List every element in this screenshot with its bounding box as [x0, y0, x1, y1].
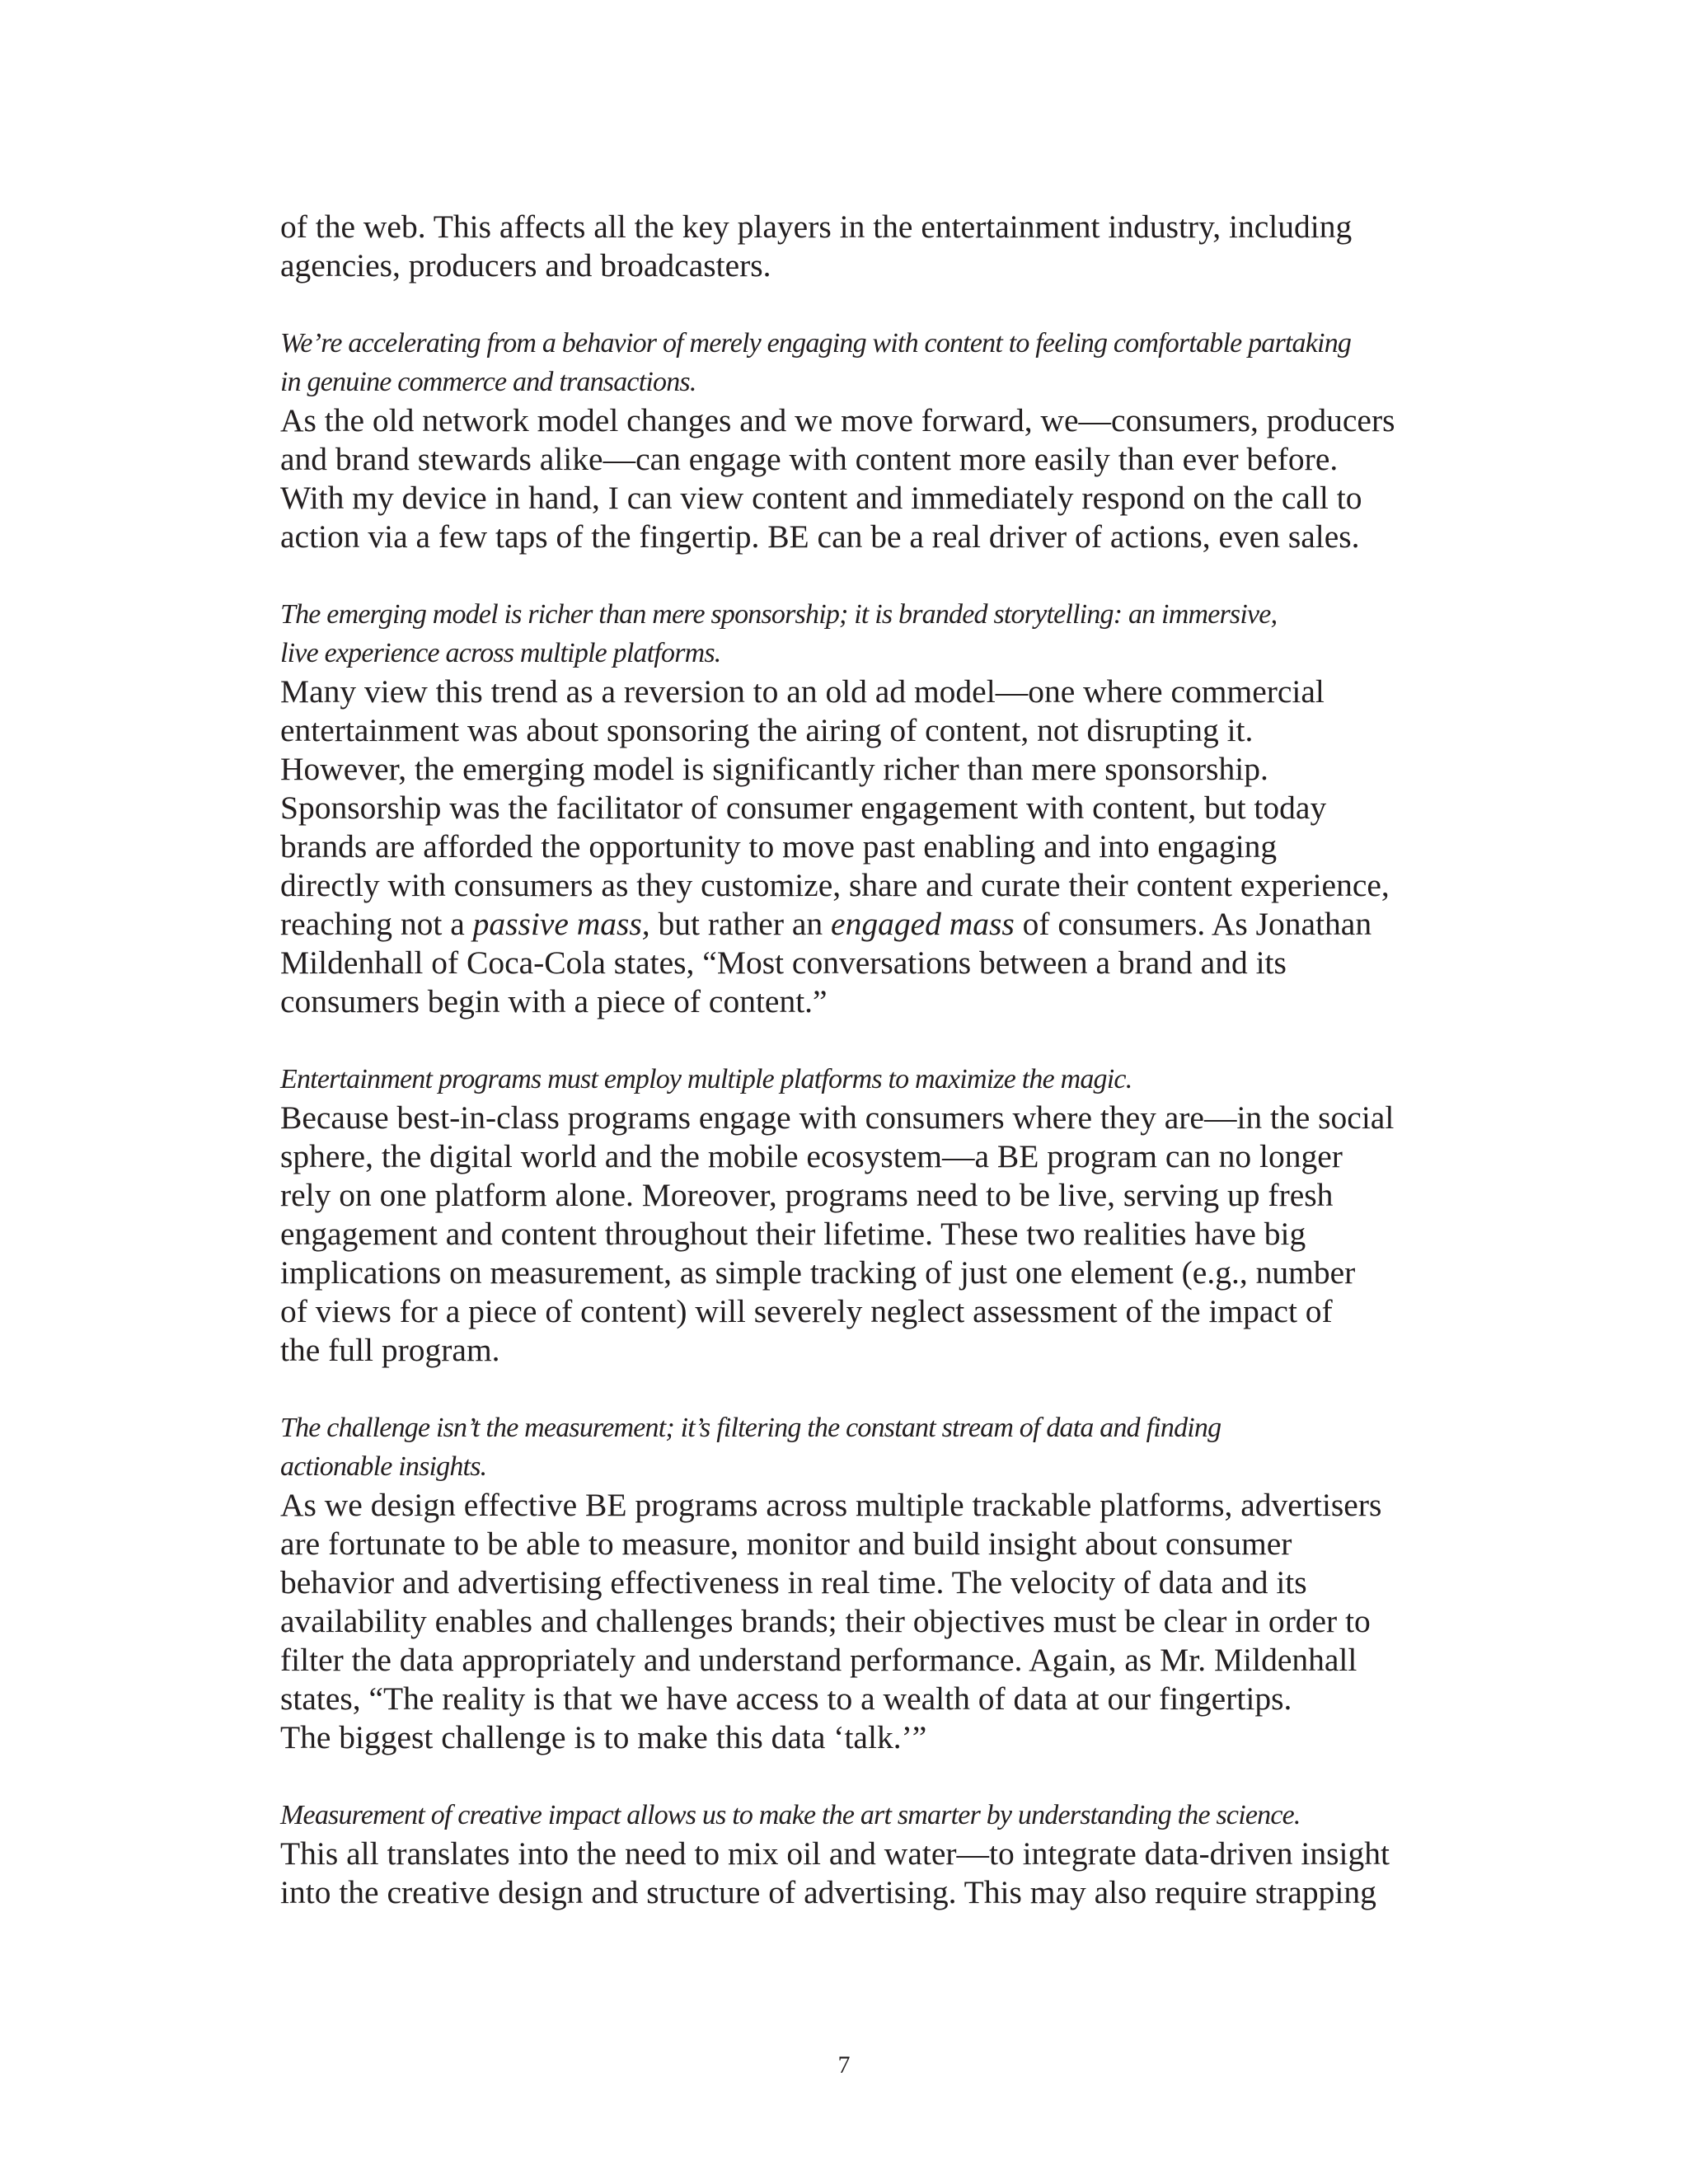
- heading-line: live experience across multiple platforms.: [280, 638, 721, 668]
- emphasis-engaged-mass: engaged mass: [831, 906, 1015, 942]
- heading-line: We’re accelerating from a behavior of merely engaging with content to feeling comfortable partaking: [280, 328, 1352, 359]
- heading-line: Entertainment programs must employ multiple platforms to maximize the magic.: [280, 1064, 1132, 1094]
- section-body-platforms: [280, 1099, 1414, 1370]
- text-line: Sponsorship was the facilitator of consumer engagement with content, but today: [280, 790, 1327, 826]
- text-line: the full program.: [280, 1332, 500, 1368]
- text-line: behavior and advertising effectiveness in real time. The velocity of data and its: [280, 1564, 1307, 1601]
- section-heading-storytelling: [280, 595, 1414, 673]
- section-body-commerce: [280, 401, 1414, 556]
- text-line: consumers begin with a piece of content.”: [280, 983, 828, 1019]
- section-heading-science: [280, 1796, 1414, 1835]
- paragraph-spacer: [280, 1370, 1414, 1408]
- text-line: entertainment was about sponsoring the airing of content, not disrupting it.: [280, 712, 1254, 748]
- text-line: Because best-in-class programs engage with consumers where they are—in the social: [280, 1099, 1395, 1136]
- heading-line: actionable insights.: [280, 1451, 487, 1482]
- text-line: availability enables and challenges brands; their objectives must be clear in order to: [280, 1603, 1371, 1639]
- heading-line: The emerging model is richer than mere sponsorship; it is branded storytelling: an immersive,: [280, 599, 1278, 630]
- section-body-science: [280, 1835, 1414, 1912]
- text-run: reaching not a: [280, 906, 473, 942]
- text-line: agencies, producers and broadcasters.: [280, 247, 771, 284]
- emphasis-passive-mass: passive mass,: [472, 906, 650, 942]
- paragraph-spacer: [280, 1021, 1414, 1060]
- text-line: and brand stewards alike—can engage with content more easily than ever before.: [280, 441, 1339, 477]
- text-line: action via a few taps of the fingertip. BE can be a real driver of actions, even sales.: [280, 518, 1360, 555]
- section-heading-platforms: [280, 1060, 1414, 1099]
- text-line: directly with consumers as they customize, share and curate their content experience,: [280, 867, 1390, 903]
- text-line-mixed: [280, 905, 1414, 944]
- text-line: sphere, the digital world and the mobile ecosystem—a BE program can no longer: [280, 1138, 1343, 1174]
- text-line: Many view this trend as a reversion to an old ad model—one where commercial: [280, 673, 1325, 710]
- text-line: engagement and content throughout their lifetime. These two realities have big: [280, 1216, 1306, 1252]
- section-heading-data: [280, 1408, 1414, 1486]
- text-line: With my device in hand, I can view content and immediately respond on the call to: [280, 480, 1362, 516]
- paragraph-spacer: [280, 1757, 1414, 1796]
- text-line: rely on one platform alone. Moreover, programs need to be live, serving up fresh: [280, 1177, 1334, 1213]
- heading-line: The challenge isn’t the measurement; it’s filtering the constant stream of data and finding: [280, 1413, 1221, 1443]
- intro-paragraph: [280, 208, 1414, 285]
- text-line: As the old network model changes and we move forward, we—consumers, producers: [280, 402, 1395, 438]
- text-line: This all translates into the need to mix oil and water—to integrate data-driven insight: [280, 1835, 1390, 1872]
- section-body-data: [280, 1486, 1414, 1757]
- text-line: The biggest challenge is to make this data ‘talk.’”: [280, 1719, 927, 1755]
- text-line: are fortunate to be able to measure, monitor and build insight about consumer: [280, 1526, 1292, 1562]
- text-line: into the creative design and structure of advertising. This may also require strapping: [280, 1874, 1376, 1910]
- paragraph-spacer: [280, 285, 1414, 324]
- heading-line: Measurement of creative impact allows us to make the art smarter by understanding the science.: [280, 1800, 1301, 1830]
- page-body: [280, 208, 1414, 1912]
- section-body-storytelling: [280, 673, 1414, 1021]
- section-heading-commerce: [280, 324, 1414, 401]
- paragraph-spacer: [280, 556, 1414, 595]
- text-line: implications on measurement, as simple tracking of just one element (e.g., number: [280, 1254, 1356, 1291]
- text-line: Mildenhall of Coca-Cola states, “Most conversations between a brand and its: [280, 944, 1287, 981]
- text-line: filter the data appropriately and understand performance. Again, as Mr. Mildenhall: [280, 1642, 1357, 1678]
- text-line: brands are afforded the opportunity to move past enabling and into engaging: [280, 828, 1278, 865]
- page-number: 7: [837, 2051, 851, 2079]
- text-line: states, “The reality is that we have access to a wealth of data at our fingertips.: [280, 1680, 1292, 1717]
- text-line: However, the emerging model is significantly richer than mere sponsorship.: [280, 751, 1268, 787]
- heading-line: in genuine commerce and transactions.: [280, 367, 696, 397]
- text-line: of the web. This affects all the key players in the entertainment industry, including: [280, 209, 1353, 245]
- text-line: As we design effective BE programs across multiple trackable platforms, advertisers: [280, 1487, 1382, 1523]
- text-run: of consumers. As Jonathan: [1014, 906, 1372, 942]
- text-line: of views for a piece of content) will severely neglect assessment of the impact of: [280, 1293, 1333, 1329]
- text-run: but rather an: [649, 906, 832, 942]
